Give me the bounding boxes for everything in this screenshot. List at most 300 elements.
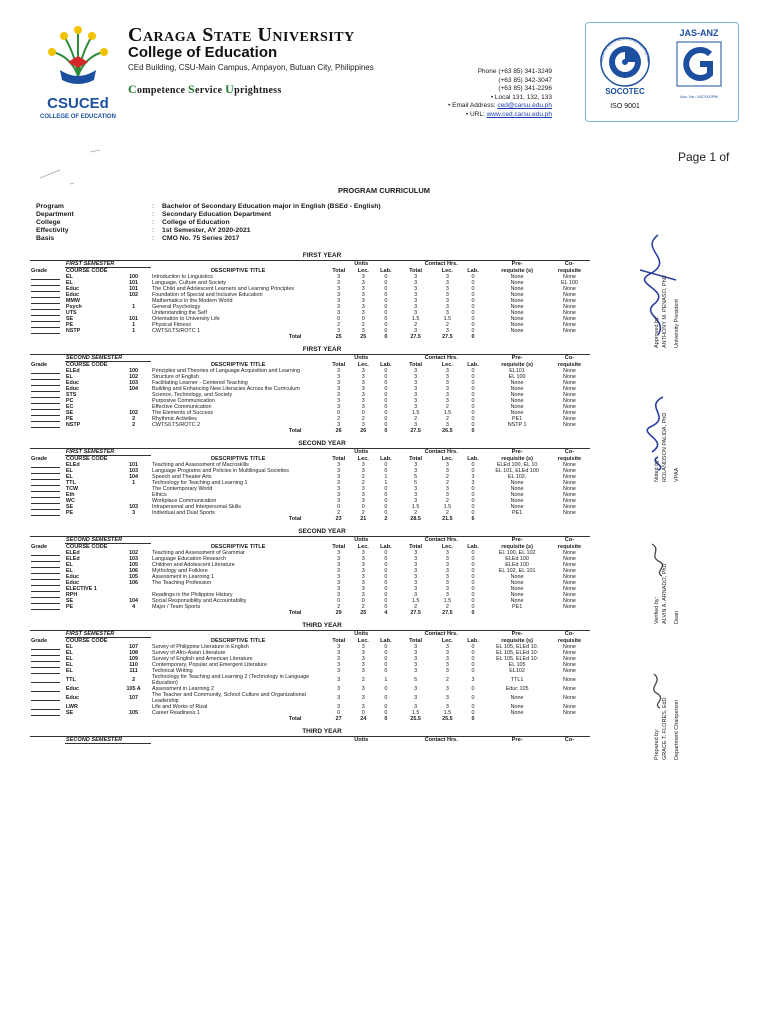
hours-cell: 3 [337, 392, 341, 398]
hours-cell: 3 [471, 480, 475, 486]
year-title: SECOND YEAR [298, 528, 346, 535]
verified-role: Dean [674, 610, 680, 624]
corequisite-cell: None [563, 274, 576, 280]
total-value: 25.5 [442, 716, 453, 722]
course-prefix: EL [65, 668, 73, 674]
course-title: Physical Fitness [152, 322, 191, 328]
hours-cell: 3 [337, 644, 341, 650]
course-prefix: EC [65, 404, 74, 410]
prerequisite-cell: TTL1 [510, 677, 524, 683]
course-title: Major / Team Sports [152, 604, 201, 610]
units-lab-header: Lab. [380, 361, 392, 368]
course-title: Structure of English [152, 374, 200, 380]
hours-cell: 0 [471, 286, 475, 292]
hours-cell: 0 [384, 650, 388, 656]
descriptive-title-header: DESCRIPTIVE TITLE [210, 543, 266, 550]
course-title: Technology for Teaching and Learning 2 (Technology in Language Education) [152, 674, 310, 686]
total-value: 27.5 [410, 610, 421, 616]
corequisite-cell: None [563, 550, 576, 556]
units-lec-header: Lec. [357, 543, 369, 550]
curriculum-tables [30, 252, 590, 750]
prerequisite-cell: EL 100 [508, 374, 526, 380]
program-info-row [36, 219, 381, 227]
course-prefix: PE [65, 510, 74, 516]
course-title: Survey of English and American Literature [152, 656, 253, 662]
spacer-cell [151, 449, 325, 456]
coreq-header: Co- [549, 355, 590, 362]
hours-cell: 0 [384, 304, 388, 310]
hours-cell: 3 [361, 380, 365, 386]
hours-cell: 2 [445, 480, 449, 486]
signature-verified [628, 540, 708, 660]
info-value: 1st Semester, AY 2020-2021 [162, 227, 251, 234]
hours-cell: 1.5 [411, 316, 420, 322]
hours-cell: 0 [471, 550, 475, 556]
tagline [128, 82, 282, 97]
hours-cell: 3 [414, 550, 418, 556]
corequisite-cell: None [563, 316, 576, 322]
hours-cell: 3 [361, 398, 365, 404]
course-prefix: EL [65, 280, 73, 286]
hours-cell: 0 [471, 580, 475, 586]
hours-cell: 0 [471, 374, 475, 380]
contact-lec-header: Lec. [441, 361, 453, 368]
hours-cell: 2 [445, 474, 449, 480]
hours-cell: 3 [445, 380, 449, 386]
hours-cell: 3 [337, 550, 341, 556]
total-value: 0 [471, 610, 475, 616]
hours-cell: 3 [361, 586, 365, 592]
hours-cell: 0 [384, 310, 388, 316]
total-value: 0 [471, 334, 475, 340]
college-name: College of Education [128, 44, 278, 61]
hours-cell: 0 [337, 598, 341, 604]
hours-cell: 3 [445, 686, 449, 692]
hours-cell: 3 [361, 550, 365, 556]
coreq-subheader: requisite [557, 637, 582, 644]
corequisite-cell: None [563, 480, 576, 486]
hours-cell: 3 [414, 328, 418, 334]
course-prefix: EL [65, 468, 73, 474]
hours-cell: 3 [445, 298, 449, 304]
units-lec-header: Lec. [357, 455, 369, 462]
course-prefix: EL [65, 644, 73, 650]
hours-cell: 3 [445, 280, 449, 286]
course-prefix: TTL [65, 677, 76, 683]
units-total-header: Total [332, 267, 346, 274]
hours-cell: 3 [414, 274, 418, 280]
course-title: Foundation of Special and Inclusive Education [152, 292, 263, 298]
total-value: 28.5 [410, 516, 421, 522]
prerequisite-cell: None [510, 322, 524, 328]
cert-ring-text: CERTIFICATION INTERNATIONA [598, 35, 652, 63]
course-title: Ethics [152, 492, 167, 498]
hours-cell: 0 [384, 568, 388, 574]
course-code-header: COURSE CODE [65, 638, 108, 644]
prerequisite-cell: ELEd 100 [505, 562, 529, 568]
curriculum-table [30, 354, 590, 434]
contact-total-header: Total [409, 267, 423, 274]
jas-anz-text: JAS-ANZ [679, 28, 719, 38]
course-prefix: Educ [65, 686, 80, 692]
hours-cell: 3 [414, 468, 418, 474]
course-title: Orientation to University Life [152, 316, 220, 322]
website-link[interactable]: www.ced.carsu.edu.ph [486, 110, 552, 118]
prerequisite-cell: None [510, 392, 524, 398]
hours-cell: 3 [337, 677, 341, 683]
page-number: Page 1 of [678, 150, 730, 164]
hours-cell: 0 [384, 504, 388, 510]
corequisite-cell: None [563, 668, 576, 674]
course-number: 4 [132, 604, 136, 610]
hours-cell: 0 [471, 310, 475, 316]
hours-cell: 2 [445, 322, 449, 328]
hours-cell: 3 [361, 644, 365, 650]
semester-block [30, 622, 590, 722]
semester-name: SECOND SEMESTER [65, 355, 151, 362]
hours-cell: 3 [361, 656, 365, 662]
course-prefix: Educ [65, 695, 80, 701]
spacer-cell [485, 516, 590, 522]
course-prefix: ELECTIVE 1 [65, 586, 97, 592]
hours-cell: 3 [337, 650, 341, 656]
hours-cell: 3 [361, 286, 365, 292]
grade-cell[interactable] [30, 692, 65, 704]
course-prefix: Educ [65, 580, 80, 586]
table-header-row [30, 355, 590, 362]
contact-lec-header: Lec. [441, 543, 453, 550]
hours-cell: 0 [384, 510, 388, 516]
hours-cell: 3 [445, 486, 449, 492]
prerequisite-cell: None [510, 486, 524, 492]
corequisite-cell: None [563, 586, 576, 592]
prerequisite-cell: None [510, 695, 524, 701]
year-title: FIRST YEAR [302, 346, 342, 353]
corequisite-cell: None [563, 298, 576, 304]
total-value: 29 [335, 610, 342, 616]
course-prefix: MMW [65, 298, 80, 304]
coreq-subheader: requisite [557, 455, 582, 462]
corequisite-cell: None [563, 677, 576, 683]
course-number: 2 [132, 677, 136, 683]
prereq-subheader: requisite (s) [501, 455, 533, 462]
course-prefix: EL [65, 562, 73, 568]
hours-cell: 3 [445, 562, 449, 568]
course-prefix: EL [65, 374, 73, 380]
coreq-subheader: requisite [557, 543, 582, 550]
hours-cell: 0 [471, 410, 475, 416]
hours-cell: 3 [361, 592, 365, 598]
noted-name: ROLANDSON PALIDA, PhD [662, 412, 668, 482]
hours-cell: 3 [445, 568, 449, 574]
hours-cell: 3 [414, 386, 418, 392]
hours-cell: 0 [361, 504, 365, 510]
prerequisite-cell: None [510, 598, 524, 604]
hours-cell: 2 [445, 404, 449, 410]
spacer-cell [151, 355, 325, 362]
hours-cell: 3 [445, 550, 449, 556]
hours-cell: 0 [471, 462, 475, 468]
table-header-row [30, 537, 590, 544]
hours-cell: 3 [361, 298, 365, 304]
hours-cell: 0 [471, 274, 475, 280]
course-title: Individual and Dual Sports [152, 510, 215, 516]
total-value: 24 [360, 716, 367, 722]
course-prefix: Eth [65, 492, 75, 498]
course-title: Introduction to Linguistics [152, 274, 213, 280]
units-header: Units [325, 261, 397, 268]
hours-cell: 0 [384, 322, 388, 328]
hours-cell: 3 [337, 586, 341, 592]
signature-noted [628, 392, 708, 522]
hours-cell: 2 [445, 498, 449, 504]
hours-cell: 3 [445, 656, 449, 662]
course-title: Building and Enhancing New Literacies Across the Curriculum [152, 386, 300, 392]
hours-cell: 0 [384, 574, 388, 580]
course-number: 108 [129, 650, 139, 656]
descriptive-title-header: DESCRIPTIVE TITLE [210, 267, 266, 274]
hours-cell: 0 [384, 580, 388, 586]
total-row [30, 716, 590, 722]
hours-cell: 0 [384, 644, 388, 650]
course-prefix: NSTP [65, 422, 81, 428]
spacer-cell [30, 428, 151, 434]
corequisite-cell: None [563, 380, 576, 386]
course-number: 2 [132, 416, 136, 422]
course-prefix: PE [65, 322, 74, 328]
course-prefix: Educ [65, 386, 80, 392]
hours-cell: 0 [471, 644, 475, 650]
prereq-header: Pre- [485, 537, 549, 544]
hours-cell: 3 [414, 704, 418, 710]
hours-cell: 0 [384, 586, 388, 592]
course-number: 1 [132, 328, 136, 334]
prerequisite-cell: EL 101, ELEd 100 [495, 468, 539, 474]
corequisite-cell: EL 100 [561, 280, 578, 286]
total-value: 0 [384, 334, 388, 340]
hours-cell: 0 [384, 298, 388, 304]
course-title: CWTS/LTS/ROTC 1 [152, 328, 201, 334]
grade-header: Grade [31, 267, 48, 274]
spacer-cell [30, 334, 151, 340]
hours-cell: 3 [414, 668, 418, 674]
course-number: 103 [129, 504, 139, 510]
hours-cell: 3 [361, 562, 365, 568]
hours-cell: 3 [361, 468, 365, 474]
hours-cell: 0 [384, 604, 388, 610]
grade-header: Grade [31, 543, 48, 550]
course-code-header: COURSE CODE [65, 268, 108, 274]
tagline-initial: S [188, 82, 195, 96]
corequisite-cell: None [563, 710, 576, 716]
hours-cell: 2 [361, 677, 365, 683]
course-title: Social Responsibility and Accountability [152, 598, 247, 604]
hours-cell: 3 [414, 650, 418, 656]
total-value: 26 [335, 428, 342, 434]
verified-name: ALVIN A. ARNADO, PhD [662, 563, 668, 624]
course-number: 103 [129, 468, 139, 474]
hours-cell: 3 [361, 274, 365, 280]
hours-cell: 3 [445, 644, 449, 650]
course-title: Speech and Theater Arts [152, 474, 212, 480]
hours-cell: 3 [471, 677, 475, 683]
info-key: Department [36, 211, 74, 218]
total-label: Total [288, 428, 302, 434]
info-colon: : [152, 211, 154, 218]
hours-cell: 3 [361, 568, 365, 574]
prerequisite-cell: ELEd 100, EL 10 [496, 462, 538, 468]
course-number: 3 [132, 510, 136, 516]
approved-label: Approved by: [654, 315, 660, 348]
corequisite-cell: None [563, 598, 576, 604]
hours-cell: 3 [337, 498, 341, 504]
hours-cell: 0 [471, 510, 475, 516]
hours-cell: 0 [337, 410, 341, 416]
approved-role: University President [674, 299, 680, 348]
course-title: Understanding the Self [152, 310, 207, 316]
logo-subtext: COLLEGE OF EDUCATION [40, 114, 116, 120]
corequisite-cell: None [563, 580, 576, 586]
course-title: The Child and Adolescent Learners and Learning Principles [152, 286, 295, 292]
units-lab-header: Lab. [380, 637, 392, 644]
hours-cell: 0 [471, 656, 475, 662]
hours-cell: 3 [414, 310, 418, 316]
hours-cell: 3 [414, 686, 418, 692]
hours-cell: 3 [414, 580, 418, 586]
hours-cell: 3 [337, 556, 341, 562]
hours-cell: 3 [361, 695, 365, 701]
course-number: 104 [129, 598, 139, 604]
corequisite-cell: None [563, 644, 576, 650]
hours-cell: 3 [414, 574, 418, 580]
course-title: CWTS/LTS/ROTC 2 [152, 422, 201, 428]
coreq-subheader: requisite [557, 267, 582, 274]
hours-cell: 0 [384, 686, 388, 692]
coreq-header: Co- [549, 737, 590, 744]
prerequisite-cell: None [510, 586, 524, 592]
corequisite-cell: None [563, 386, 576, 392]
prerequisite-cell: PE1 [512, 510, 523, 516]
hours-cell: 3 [337, 580, 341, 586]
course-number: 101 [129, 280, 139, 286]
spacer-cell [151, 537, 325, 544]
hours-cell: 3 [445, 650, 449, 656]
year-title: FIRST YEAR [302, 252, 342, 259]
info-colon: : [152, 227, 154, 234]
prerequisite-cell: None [510, 574, 524, 580]
prerequisite-cell: EL 100, EL 102 [498, 550, 536, 556]
total-value: 25.5 [410, 716, 421, 722]
course-number: 1 [132, 480, 136, 486]
hours-cell: 2 [414, 416, 418, 422]
hours-cell: 3 [414, 374, 418, 380]
hours-cell: 3 [361, 392, 365, 398]
hours-cell: 3 [445, 462, 449, 468]
prereq-subheader: requisite (s) [501, 543, 533, 550]
course-number: 105 [129, 710, 139, 716]
hours-cell: 3 [337, 486, 341, 492]
prerequisite-cell: None [510, 504, 524, 510]
spacer-cell [485, 428, 590, 434]
units-header: Units [325, 537, 397, 544]
hours-cell: 0 [384, 286, 388, 292]
prereq-header: Pre- [485, 355, 549, 362]
total-value: 0 [471, 716, 475, 722]
hours-cell: 3 [445, 468, 449, 474]
hours-cell: 2 [361, 322, 365, 328]
units-lab-header: Lab. [380, 455, 392, 462]
corequisite-cell: None [563, 462, 576, 468]
hours-cell: 0 [337, 504, 341, 510]
hours-cell: 5 [414, 480, 418, 486]
prerequisite-cell: PE1 [512, 604, 523, 610]
table-row [30, 692, 590, 704]
hours-cell: 3 [445, 274, 449, 280]
hours-cell: 3 [337, 368, 341, 374]
hours-cell: 0 [471, 568, 475, 574]
contact-block [420, 68, 552, 120]
hours-cell: 2 [414, 604, 418, 610]
hours-cell: 3 [414, 656, 418, 662]
prerequisite-cell: None [510, 286, 524, 292]
total-row [30, 610, 590, 616]
descriptive-title-header: DESCRIPTIVE TITLE [210, 455, 266, 462]
course-title: Mathematics in the Modern World [152, 298, 233, 304]
hours-cell: 3 [361, 704, 365, 710]
signature-approved [628, 230, 708, 380]
hours-cell: 3 [337, 662, 341, 668]
hours-cell: 5 [414, 677, 418, 683]
corequisite-cell: None [563, 686, 576, 692]
hours-cell: 0 [471, 710, 475, 716]
spacer-cell [30, 261, 65, 268]
info-value: Bachelor of Secondary Education major in English (BSEd - English) [162, 203, 381, 210]
hours-cell: 0 [471, 492, 475, 498]
prerequisite-cell: None [510, 480, 524, 486]
grade-cell[interactable] [30, 674, 65, 686]
hours-cell: 3 [414, 662, 418, 668]
hours-cell: 3 [337, 328, 341, 334]
contact-header: Contact Hrs. [397, 737, 485, 744]
hours-cell: 3 [337, 695, 341, 701]
course-title: Assessment in Learning 2 [152, 686, 215, 692]
hours-cell: 3 [414, 498, 418, 504]
hours-cell: 3 [337, 704, 341, 710]
hours-cell: 0 [384, 380, 388, 386]
hours-cell: 3 [361, 580, 365, 586]
prerequisite-cell: None [510, 398, 524, 404]
course-number: 102 [129, 410, 139, 416]
hours-cell: 3 [361, 328, 365, 334]
hours-cell: 0 [471, 380, 475, 386]
course-title: Language Programs and Policies in Multilingual Societies [152, 468, 289, 474]
course-number: 105 [129, 562, 139, 568]
email-link[interactable]: ced@carsu.edu.ph [497, 102, 552, 110]
units-lab-header: Lab. [380, 543, 392, 550]
hours-cell: 3 [361, 650, 365, 656]
grade-header: Grade [31, 637, 48, 644]
course-prefix: ELEd [65, 550, 80, 556]
corequisite-cell: None [563, 604, 576, 610]
prepared-role: Department Chairperson [674, 699, 680, 760]
contact-lab-header: Lab. [467, 361, 479, 368]
corequisite-cell: None [563, 695, 576, 701]
hours-cell: 3 [414, 556, 418, 562]
total-value: 23 [335, 516, 342, 522]
total-row [30, 516, 590, 522]
course-title: Teaching and Assessment of Macroskills [152, 462, 249, 468]
hours-cell: 2 [361, 474, 365, 480]
